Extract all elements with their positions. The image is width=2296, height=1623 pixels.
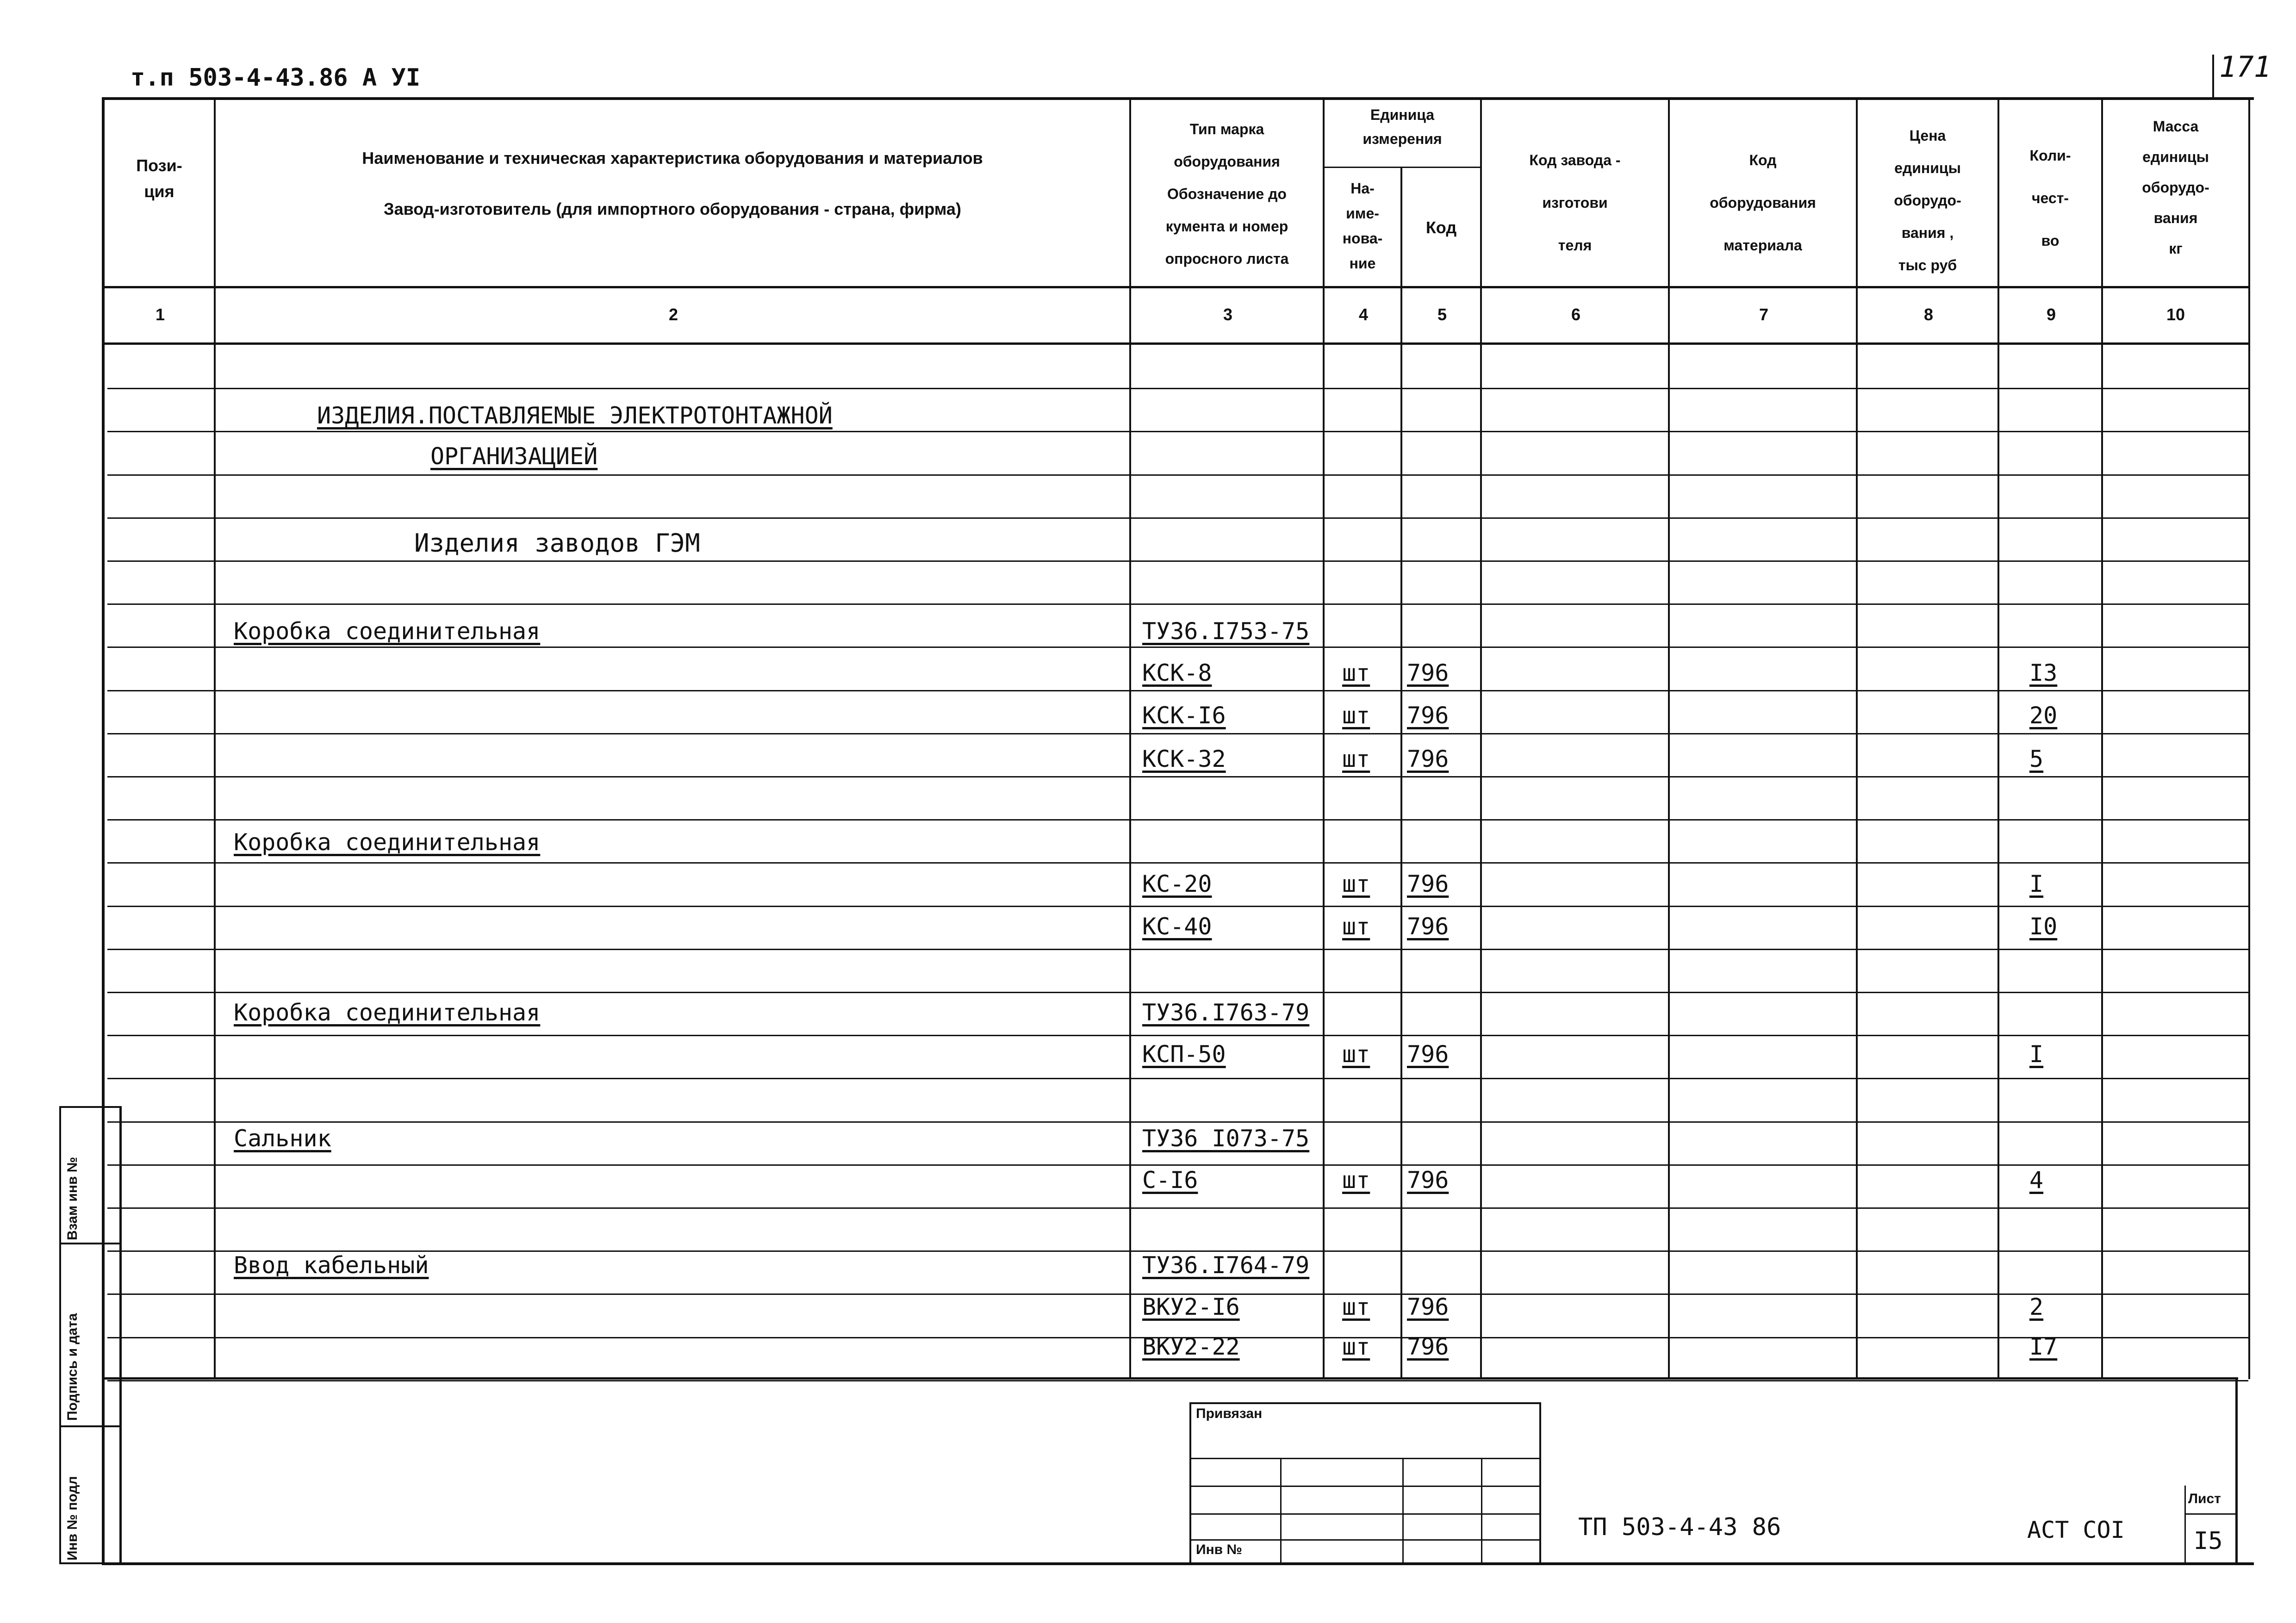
row-quantity: 4 <box>2029 1167 2044 1194</box>
table-bottom-line <box>105 1377 2238 1380</box>
row-line <box>107 388 2248 389</box>
row-line <box>107 690 2248 691</box>
stamp-inv-no: Инв № <box>1196 1542 1242 1557</box>
row-line <box>107 603 2248 605</box>
side-stamp-vzam: Взам инв № <box>65 1157 80 1240</box>
row-unit: шт <box>1342 1333 1370 1360</box>
row-type: КСК-8 <box>1142 659 1212 686</box>
stamp-sheet-code: АСТ СОI <box>2027 1517 2125 1543</box>
row-quantity: I <box>2029 1041 2044 1068</box>
header-equipment-code: Код оборудования материала <box>1710 152 1816 254</box>
header-name-line1: Наименование и техническая характеристика оборудования и материалов <box>362 149 983 168</box>
row-unit: шт <box>1342 1167 1370 1194</box>
column-number-5: 5 <box>1437 305 1447 324</box>
row-type: ТУ36.I763-79 <box>1142 999 1310 1026</box>
row-quantity: I3 <box>2029 659 2058 686</box>
row-quantity: 2 <box>2029 1293 2044 1320</box>
column-number-1: 1 <box>155 305 165 324</box>
column-number-6: 6 <box>1571 305 1581 324</box>
row-line <box>107 862 2248 864</box>
row-code: 796 <box>1407 1041 1449 1068</box>
row-code: 796 <box>1407 871 1449 897</box>
column-number-4: 4 <box>1358 305 1369 324</box>
column-number-2: 2 <box>668 305 678 324</box>
row-unit: шт <box>1342 1293 1370 1320</box>
column-number-9: 9 <box>2046 305 2056 324</box>
row-unit: шт <box>1342 871 1370 897</box>
header-type: Тип марка оборудования Обозначение до кумента и номер опросного листа <box>1165 121 1289 267</box>
row-type: КС-40 <box>1142 913 1212 940</box>
header-mass: Масса единицы оборудо- вания кг <box>2142 118 2209 257</box>
header-position: Пози- ция <box>136 156 182 201</box>
row-line <box>107 647 2248 648</box>
row-line <box>107 992 2248 993</box>
row-code: 796 <box>1407 913 1449 940</box>
row-line <box>107 906 2248 907</box>
row-line <box>107 819 2248 821</box>
doc-code-top: т.п 503-4-43.86 А УI <box>131 64 421 92</box>
row-type: КС-20 <box>1142 871 1212 897</box>
header-quantity: Коли- чест- во <box>2029 147 2071 249</box>
row-line <box>107 1164 2248 1166</box>
row-unit: шт <box>1342 913 1370 940</box>
row-code: 796 <box>1407 1333 1449 1360</box>
row-line <box>107 1380 2248 1381</box>
header-unit-code: Код <box>1425 218 1457 237</box>
row-code: 796 <box>1407 702 1449 729</box>
row-type: ВКУ2-I6 <box>1142 1293 1240 1320</box>
row-name: Коробка соединительная <box>234 829 541 856</box>
row-code: 796 <box>1407 1167 1449 1194</box>
column-number-8: 8 <box>1923 305 1934 324</box>
row-unit: шт <box>1342 659 1370 686</box>
row-quantity: 20 <box>2029 702 2058 729</box>
row-quantity: I0 <box>2029 913 2058 940</box>
section-title-line2: ОРГАНИЗАЦИЕЙ <box>430 443 598 470</box>
header-price: Цена единицы оборудо- вания , тыс руб <box>1894 127 1961 274</box>
row-type: ВКУ2-22 <box>1142 1333 1240 1360</box>
row-line <box>107 517 2248 519</box>
row-line <box>107 733 2248 734</box>
row-line <box>107 1121 2248 1123</box>
row-line <box>107 1207 2248 1209</box>
row-unit: шт <box>1342 1041 1370 1068</box>
row-code: 796 <box>1407 659 1449 686</box>
row-quantity: I <box>2029 871 2044 897</box>
row-type: С-I6 <box>1142 1167 1198 1194</box>
column-number-3: 3 <box>1223 305 1233 324</box>
header-factory-code: Код завода - изготови теля <box>1529 152 1621 254</box>
row-type: ТУ36 I073-75 <box>1142 1125 1310 1152</box>
row-code: 796 <box>1407 1293 1449 1320</box>
row-line <box>107 776 2248 777</box>
stamp-doc-code: ТП 503-4-43 86 <box>1578 1513 1781 1541</box>
stamp-privyazan: Привязан <box>1196 1406 1263 1421</box>
row-line <box>107 431 2248 432</box>
stamp-list-label: Лист <box>2188 1491 2221 1506</box>
row-unit: шт <box>1342 702 1370 729</box>
row-quantity: 5 <box>2029 746 2044 772</box>
row-type: ТУ36.I764-79 <box>1142 1252 1310 1279</box>
row-line <box>107 1035 2248 1036</box>
header-unit-group: Единица измерения <box>1363 106 1442 147</box>
row-quantity: I7 <box>2029 1333 2058 1360</box>
row-line <box>107 474 2248 476</box>
frame-bottom <box>102 1562 2254 1565</box>
row-type: КСК-32 <box>1142 746 1226 772</box>
row-line <box>107 1078 2248 1079</box>
row-name: Ввод кабельный <box>234 1252 429 1279</box>
column-number-7: 7 <box>1759 305 1769 324</box>
column-number-10: 10 <box>2166 305 2185 324</box>
row-type: КСП-50 <box>1142 1041 1226 1068</box>
row-unit: шт <box>1342 746 1370 772</box>
row-name: Сальник <box>234 1125 331 1152</box>
page-mark: 171 <box>2219 50 2271 84</box>
section-title-line1: ИЗДЕЛИЯ.ПОСТАВЛЯЕМЫЕ ЭЛЕКТРОТОНТАЖНОЙ <box>317 402 833 429</box>
subsection-title: Изделия заводов ГЭМ <box>414 529 700 558</box>
row-line <box>107 949 2248 950</box>
header-name-line2: Завод-изготовитель (для импортного оборудования - страна, фирма) <box>384 199 961 218</box>
row-type: ТУ36.I753-75 <box>1142 618 1310 645</box>
side-stamp-podpis: Подпись и дата <box>65 1313 80 1421</box>
row-name: Коробка соединительная <box>234 618 541 645</box>
frame-top <box>102 97 2254 100</box>
header-unit-name: На- име- нова- ние <box>1342 180 1383 272</box>
side-stamp-inv-podl: Инв № подл <box>65 1476 80 1561</box>
row-code: 796 <box>1407 746 1449 772</box>
stamp-list-value: I5 <box>2194 1527 2223 1555</box>
row-line <box>107 560 2248 562</box>
row-type: КСК-I6 <box>1142 702 1226 729</box>
row-name: Коробка соединительная <box>234 999 541 1026</box>
